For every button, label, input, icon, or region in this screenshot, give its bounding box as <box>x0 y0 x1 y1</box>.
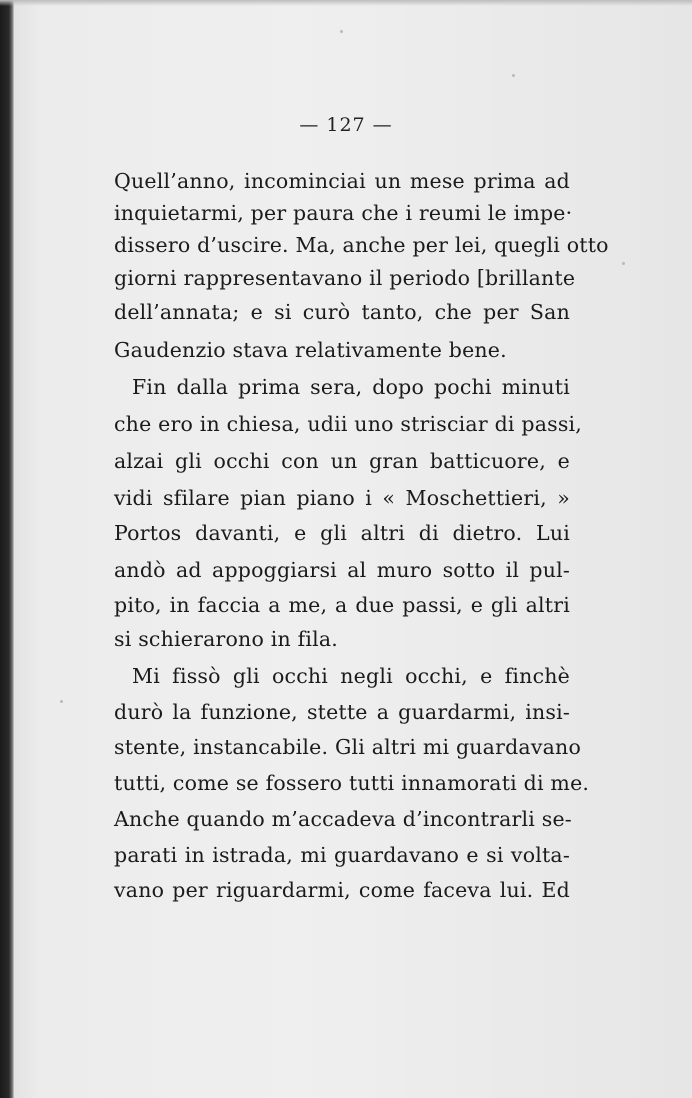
text-line: alzai gli occhi con un gran batticuore, e <box>114 449 570 473</box>
text-line: vano per riguardarmi, come faceva lui. Ed <box>114 878 570 902</box>
text-line: dell’annata; e si curò tanto, che per San <box>114 300 570 324</box>
text-line: Mi fissò gli occhi negli occhi, e finchè <box>132 664 570 688</box>
text-line: Quell’anno, incominciai un mese prima ad <box>114 169 570 193</box>
text-line: Portos davanti, e gli altri di dietro. Lui <box>114 521 570 545</box>
text-line: che ero in chiesa, udii uno strisciar di passi, <box>114 412 583 436</box>
text-line: tutti, come se fossero tutti innamorati di me. <box>114 771 590 795</box>
text-line: Fin dalla prima sera, dopo pochi minuti <box>132 375 570 399</box>
text-line: parati in istrada, mi guardavano e si volta- <box>114 843 570 867</box>
text-line: pito, in faccia a me, a due passi, e gli altri <box>114 593 570 617</box>
text-line: stente, instancabile. Gli altri mi guardavano <box>114 735 581 759</box>
text-line: Gaudenzio stava relativamente bene. <box>114 338 507 362</box>
text-line: vidi sfilare pian piano i « Moschettieri, » <box>114 486 570 510</box>
page-number: — 127 — <box>299 114 393 136</box>
text-line: inquietarmi, per paura che i reumi le impe· <box>114 201 573 225</box>
text-line: durò la funzione, stette a guardarmi, insi- <box>114 700 570 724</box>
text-line: Anche quando m’accadeva d’incontrarli se- <box>114 807 572 831</box>
text-line: andò ad appoggiarsi al muro sotto il pul- <box>114 558 570 582</box>
text-line: giorni rappresentavano il periodo [brillante <box>114 266 576 290</box>
text-line: si schierarono in fila. <box>114 627 339 651</box>
text-line: dissero d’uscire. Ma, anche per lei, quegli otto <box>114 233 609 257</box>
